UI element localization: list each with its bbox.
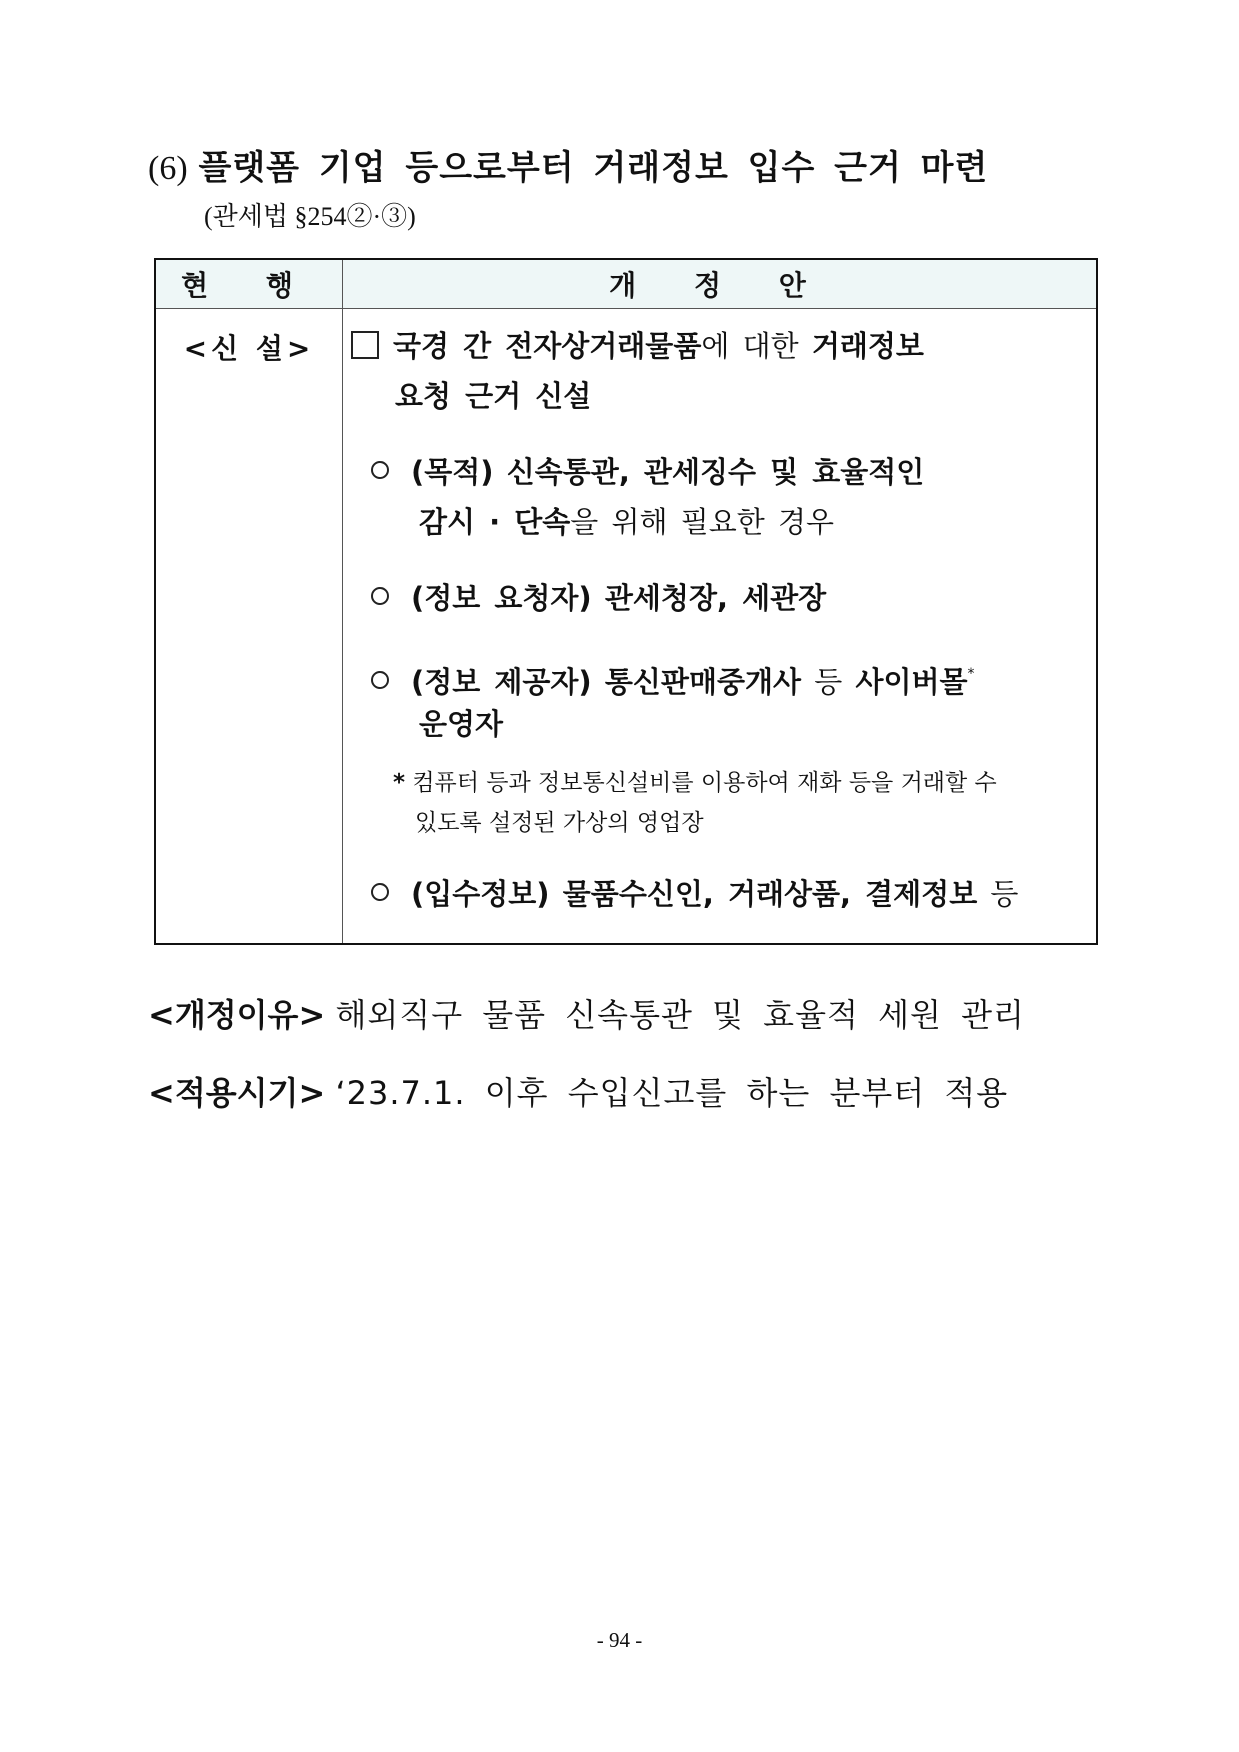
purpose-line2: 감시 · 단속을 위해 필요한 경우 <box>419 505 835 539</box>
main-box-line2: 요청 근거 신설 <box>395 379 592 413</box>
section-number: (6) <box>148 150 188 187</box>
footnote-line1: * 컴퓨터 등과 정보통신설비를 이용하여 재화 등을 거래할 수 <box>393 770 997 796</box>
purpose-line1: (목적) 신속통관, 관세징수 및 효율적인 <box>371 447 924 497</box>
provider-line1: (정보 제공자) 통신판매중개사 등 사이버몰* <box>371 649 975 707</box>
section-title: 플랫폼 기업 등으로부터 거래정보 입수 근거 마련 <box>198 148 989 188</box>
circle-bullet-icon <box>371 671 389 689</box>
effective-date: <적용시기> ‘23.7.1. 이후 수입신고를 하는 분부터 적용 <box>148 1074 1009 1112</box>
checkbox-square-icon <box>351 331 379 359</box>
section-heading <box>148 140 988 189</box>
comparison-table <box>154 258 1098 945</box>
law-reference: (관세법 §254②·③) <box>204 202 416 231</box>
info-line: (입수정보) 물품수신인, 거래상품, 결제정보 등 <box>371 869 1018 919</box>
main-box-line1: 국경 간 전자상거래물품에 대한 거래정보 <box>351 321 924 371</box>
circle-bullet-icon <box>371 883 389 901</box>
header-current: 현 행 <box>155 259 343 309</box>
revision-reason: <개정이유> 해외직구 물품 신속통관 및 효율적 세원 관리 <box>148 996 1025 1034</box>
footnote-line2: 있도록 설정된 가상의 영업장 <box>415 810 704 836</box>
provider-line2: 운영자 <box>419 707 504 741</box>
circle-bullet-icon <box>371 461 389 479</box>
page-number: - 94 - <box>596 1628 643 1652</box>
proposed-cell <box>343 309 1098 945</box>
requester-line: (정보 요청자) 관세청장, 세관장 <box>371 573 826 623</box>
circle-bullet-icon <box>371 587 389 605</box>
current-cell: <신 설> <box>155 309 343 945</box>
header-proposed: 개 정 안 <box>343 259 1098 309</box>
